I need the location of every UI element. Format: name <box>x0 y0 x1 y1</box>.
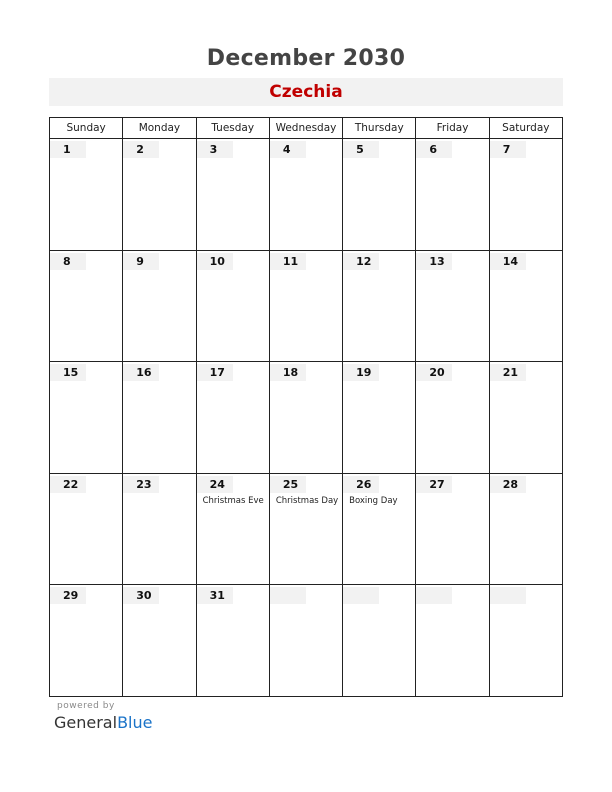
week-row <box>50 362 562 474</box>
day-cell <box>343 251 416 362</box>
day-cell <box>343 139 416 250</box>
powered-by-label: powered by <box>57 701 115 711</box>
day-number: 15 <box>50 364 86 381</box>
day-cell <box>270 251 343 362</box>
day-number: 3 <box>197 141 233 158</box>
weeks-container <box>50 139 562 697</box>
day-cell <box>343 362 416 473</box>
day-cell <box>416 585 489 697</box>
day-cell <box>123 362 196 473</box>
day-cell <box>50 585 123 697</box>
day-cell <box>197 139 270 250</box>
country-name: Czechia <box>269 82 343 102</box>
day-number: 4 <box>270 141 306 158</box>
day-cell <box>123 474 196 585</box>
day-number: 27 <box>416 476 452 493</box>
day-number: 13 <box>416 253 452 270</box>
week-row <box>50 474 562 586</box>
day-number <box>416 587 452 604</box>
day-cell <box>416 251 489 362</box>
day-cell <box>123 139 196 250</box>
day-number <box>343 587 379 604</box>
day-cell <box>490 585 562 697</box>
day-number: 26 <box>343 476 379 493</box>
day-number: 29 <box>50 587 86 604</box>
brand-general-text: General <box>54 713 118 732</box>
holiday-label: Christmas Day <box>275 495 339 506</box>
day-number: 23 <box>123 476 159 493</box>
day-cell <box>197 362 270 473</box>
day-cell <box>490 362 562 473</box>
day-cell <box>416 474 489 585</box>
weekday-tuesday: Tuesday <box>197 118 270 138</box>
day-cell <box>416 139 489 250</box>
weekday-sunday: Sunday <box>50 118 123 138</box>
day-number: 31 <box>197 587 233 604</box>
day-cell <box>50 362 123 473</box>
day-number: 6 <box>416 141 452 158</box>
day-number: 19 <box>343 364 379 381</box>
day-cell <box>270 585 343 697</box>
day-number: 17 <box>197 364 233 381</box>
day-cell <box>270 139 343 250</box>
day-number: 24 <box>197 476 233 493</box>
day-number: 8 <box>50 253 86 270</box>
weekday-header-row <box>50 118 562 139</box>
day-cell <box>197 585 270 697</box>
day-number: 12 <box>343 253 379 270</box>
day-number <box>490 587 526 604</box>
weekday-thursday: Thursday <box>343 118 416 138</box>
day-cell <box>270 362 343 473</box>
day-number: 9 <box>123 253 159 270</box>
day-cell <box>123 251 196 362</box>
weekday-monday: Monday <box>123 118 196 138</box>
day-cell <box>123 585 196 697</box>
weekday-saturday: Saturday <box>502 122 550 134</box>
holiday-label: Christmas Eve <box>202 495 264 506</box>
day-number: 14 <box>490 253 526 270</box>
day-cell <box>50 139 123 250</box>
brand-blue-text: Blue <box>117 713 153 732</box>
weekday-friday: Friday <box>416 118 489 138</box>
country-banner <box>49 78 563 106</box>
day-number: 16 <box>123 364 159 381</box>
day-cell <box>490 139 562 250</box>
day-cell <box>197 474 270 585</box>
page-title: December 2030 <box>206 46 406 71</box>
day-number: 25 <box>270 476 306 493</box>
week-row <box>50 251 562 363</box>
day-number: 22 <box>50 476 86 493</box>
day-number: 30 <box>123 587 159 604</box>
day-number: 20 <box>416 364 452 381</box>
day-number: 11 <box>270 253 306 270</box>
weekday-wednesday: Wednesday <box>270 118 343 138</box>
day-cell <box>50 474 123 585</box>
day-number: 5 <box>343 141 379 158</box>
day-number: 10 <box>197 253 233 270</box>
day-cell <box>50 251 123 362</box>
day-cell <box>490 474 562 585</box>
day-number: 1 <box>50 141 86 158</box>
holiday-label: Boxing Day <box>349 495 398 506</box>
day-number: 7 <box>490 141 526 158</box>
day-cell <box>490 251 562 362</box>
calendar-grid <box>49 117 563 697</box>
day-number: 21 <box>490 364 526 381</box>
brand-logo[interactable] <box>54 713 152 732</box>
day-cell <box>343 474 416 585</box>
day-cell <box>416 362 489 473</box>
week-row <box>50 585 562 697</box>
week-row <box>50 139 562 251</box>
day-cell <box>270 474 343 585</box>
day-number: 28 <box>490 476 526 493</box>
day-cell <box>343 585 416 697</box>
day-number: 2 <box>123 141 159 158</box>
day-number: 18 <box>270 364 306 381</box>
day-number <box>270 587 306 604</box>
day-cell <box>197 251 270 362</box>
